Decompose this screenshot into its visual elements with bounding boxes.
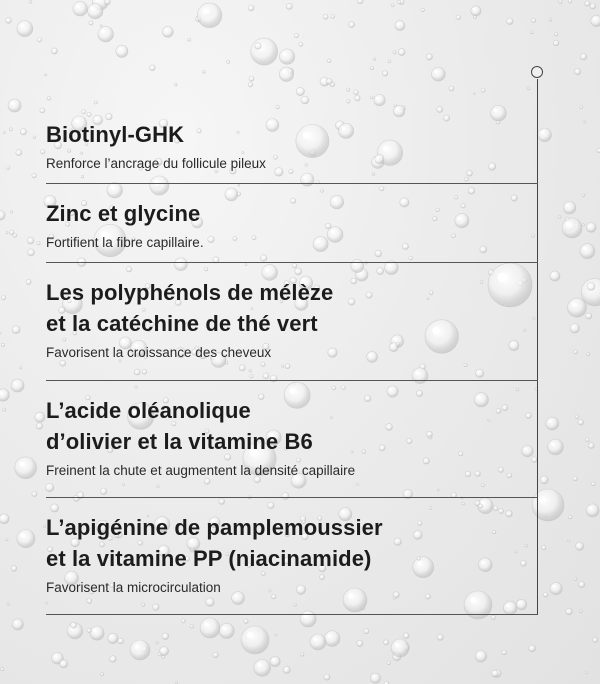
ingredient-title [46,277,446,339]
divider [46,262,538,263]
ingredient-description: Favorisent la microcirculation [46,580,221,595]
ingredient-description: Renforce l’ancrage du follicule pileux [46,156,266,171]
ingredient-item-polyphenols [46,277,426,362]
ingredient-item-apigenin [46,512,426,597]
ingredient-title [46,512,446,574]
ingredient-title-line: L’apigénine de pamplemoussier [46,515,383,540]
ingredient-item-zinc [46,198,426,252]
ingredient-description: Fortifient la fibre capillaire. [46,235,204,250]
ingredient-title-line: d’olivier et la vitamine B6 [46,429,313,454]
ingredient-title-line: Zinc et glycine [46,201,201,226]
timeline-start-dot [531,66,543,78]
divider [46,614,538,615]
ingredient-title [46,395,446,457]
ingredient-title-line: L’acide oléanolique [46,398,251,423]
ingredient-description: Freinent la chute et augmentent la densité capillaire [46,463,356,478]
divider [46,497,538,498]
timeline-vertical-line [537,79,538,614]
ingredient-description: Favorisent la croissance des cheveux [46,345,272,360]
ingredient-title-line: Biotinyl-GHK [46,122,185,147]
divider [46,380,538,381]
ingredient-item-oleanolic-acid [46,395,426,480]
ingredient-title-line: Les polyphénols de mélèze [46,280,334,305]
divider [46,183,538,184]
ingredient-title [46,119,426,150]
ingredient-title [46,198,426,229]
ingredient-item-biotinyl [46,119,426,173]
ingredient-title-line: et la vitamine PP (niacinamide) [46,546,372,571]
ingredient-title-line: et la catéchine de thé vert [46,311,318,336]
